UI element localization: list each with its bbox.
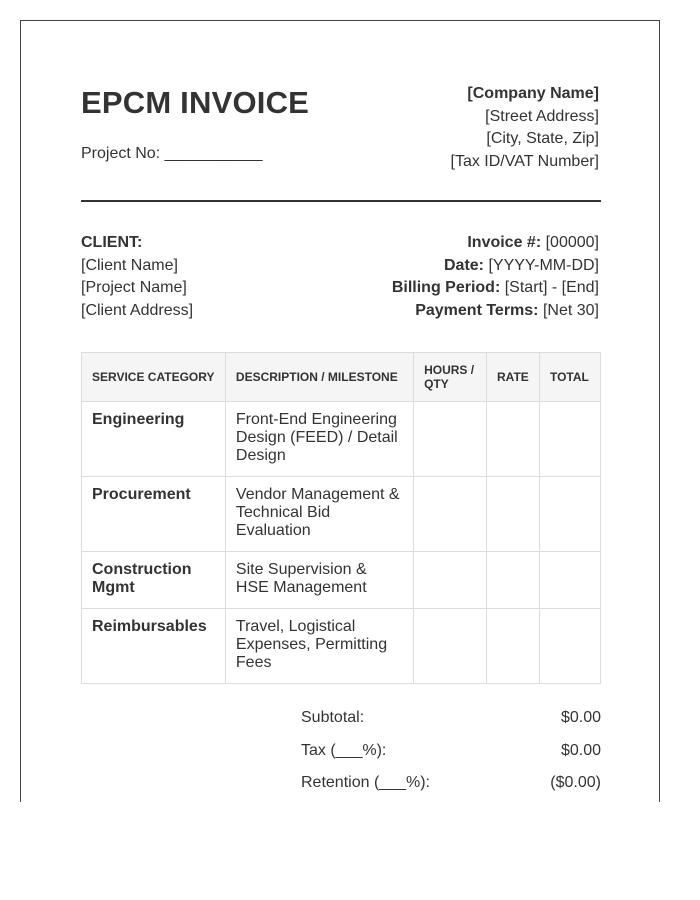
billing-period-row: [392, 277, 599, 300]
subtotal-value: $0.00: [560, 709, 601, 726]
client-address: [Client Address]: [81, 301, 194, 319]
billing-period-value: [Start] - [End]: [504, 279, 599, 296]
cell-description: Travel, Logistical Expenses, Permitting Fees: [225, 609, 413, 684]
cell-category: Engineering: [82, 402, 226, 477]
invoice-number-row: [392, 232, 599, 255]
header-divider: [81, 200, 601, 202]
table-header-row: [82, 353, 601, 402]
retention-row: [301, 774, 601, 807]
cell-category: Reimbursables: [82, 609, 226, 684]
header-service-category: SERVICE CATEGORY: [82, 353, 226, 402]
cell-total[interactable]: [539, 609, 600, 684]
retention-label: Retention (___%):: [301, 774, 430, 791]
table-row: [82, 477, 601, 552]
cell-category: Construction Mgmt: [82, 552, 226, 609]
company-city: [City, State, Zip]: [486, 130, 599, 147]
payment-terms-value: [Net 30]: [542, 301, 599, 319]
header-total: TOTAL: [539, 353, 600, 402]
cell-total[interactable]: [539, 402, 600, 477]
cell-rate[interactable]: [487, 402, 540, 477]
invoice-meta: [392, 232, 599, 322]
company-tax-id: [Tax ID/VAT Number]: [450, 152, 599, 170]
subtotal-row: [301, 709, 601, 742]
invoice-page: [20, 20, 660, 802]
header-description: DESCRIPTION / MILESTONE: [225, 353, 413, 402]
client-info: [81, 232, 193, 322]
cell-hours[interactable]: [414, 402, 487, 477]
invoice-title: EPCM INVOICE: [81, 85, 310, 120]
cell-rate[interactable]: [487, 552, 540, 609]
retention-value: ($0.00): [550, 774, 601, 791]
cell-description: Site Supervision & HSE Management: [225, 552, 413, 609]
cell-total[interactable]: [539, 477, 600, 552]
cell-category: Procurement: [82, 477, 226, 552]
header-hours-qty: HOURS / QTY: [414, 353, 487, 402]
cell-hours[interactable]: [414, 609, 487, 684]
cell-rate[interactable]: [487, 477, 540, 552]
date-row: [392, 255, 599, 278]
subtotal-label: Subtotal:: [301, 709, 365, 726]
cell-description: Front-End Engineering Design (FEED) / Detail Design: [225, 402, 413, 477]
company-info: [451, 83, 599, 173]
payment-terms-label: Payment Terms:: [415, 301, 539, 319]
client-project: [Project Name]: [81, 279, 187, 296]
tax-value: $0.00: [560, 741, 601, 759]
totals-section: [301, 709, 601, 807]
project-number-field: Project No: ___________: [81, 145, 263, 162]
company-street: [Street Address]: [485, 107, 599, 125]
date-label: Date:: [444, 256, 485, 274]
cell-description: Vendor Management & Technical Bid Evaluation: [225, 477, 413, 552]
cell-total[interactable]: [539, 552, 600, 609]
tax-label: Tax (___%):: [301, 741, 387, 759]
company-name: [Company Name]: [467, 85, 599, 102]
cell-rate[interactable]: [487, 609, 540, 684]
invoice-number-value: [00000]: [545, 234, 599, 251]
table-row: [82, 609, 601, 684]
cell-hours[interactable]: [414, 477, 487, 552]
tax-row: [301, 742, 601, 775]
line-items-table: [81, 352, 601, 684]
client-name: [Client Name]: [81, 256, 178, 274]
table-row: [82, 552, 601, 609]
client-label: CLIENT:: [81, 234, 143, 251]
invoice-number-label: Invoice #:: [467, 234, 542, 251]
payment-terms-row: [392, 300, 599, 323]
table-row: [82, 402, 601, 477]
header-rate: RATE: [487, 353, 540, 402]
date-value: [YYYY-MM-DD]: [488, 256, 599, 274]
cell-hours[interactable]: [414, 552, 487, 609]
billing-period-label: Billing Period:: [391, 279, 501, 296]
